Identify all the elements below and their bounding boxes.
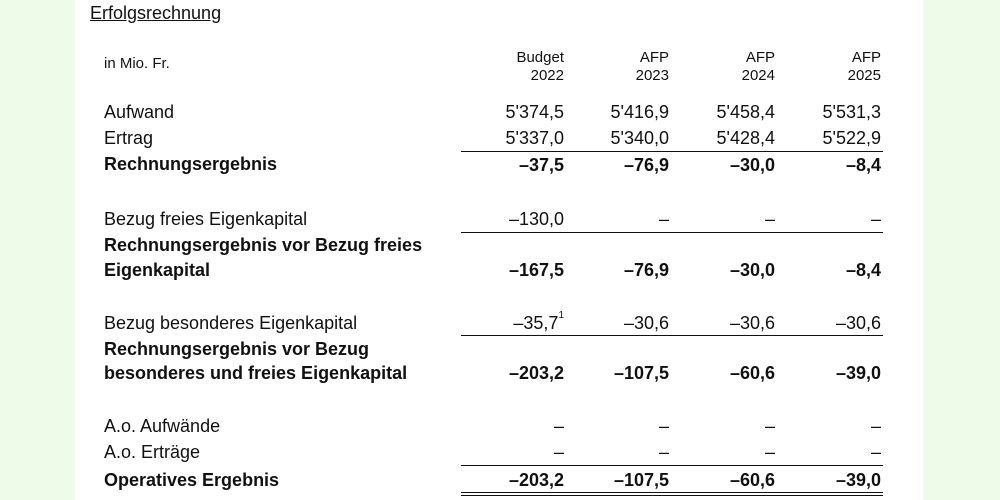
cell-operatives-2025: –39,0	[835, 470, 881, 490]
row-label-re-vor-bezug-beide-line1: Rechnungsergebnis vor Bezug	[104, 339, 370, 359]
cell-re-vor-freies-2022: –167,5	[508, 260, 564, 280]
cell-bezug-besonderes-2024: –30,6	[729, 313, 775, 333]
unit-label: in Mio. Fr.	[104, 55, 170, 72]
cell-bezug-freies-2022: –130,0	[508, 209, 564, 229]
row-label-re-vor-bezug-freies-line2: Eigenkapital	[104, 260, 211, 280]
cell-bezug-freies-2024: –	[764, 209, 775, 229]
cell-ao-ertraege-2024: –	[764, 442, 775, 462]
cell-re-vor-beide-2022: –203,2	[508, 363, 564, 383]
cell-ao-aufwaende-2024: –	[764, 416, 775, 436]
cell-ao-aufwaende-2023: –	[658, 416, 669, 436]
column-header-line1: AFP	[745, 49, 775, 66]
cell-rechnungsergebnis-2025: –8,4	[845, 155, 881, 175]
row-label-rechnungsergebnis: Rechnungsergebnis	[104, 154, 278, 174]
page-title: Erfolgsrechnung	[90, 3, 222, 23]
cell-ao-aufwaende-2025: –	[870, 416, 881, 436]
column-header-line2: 2022	[530, 67, 564, 84]
row-label-re-vor-bezug-freies-line1: Rechnungsergebnis vor Bezug freies	[104, 235, 423, 255]
row-label-bezug-freies-eigenkapital: Bezug freies Eigenkapital	[104, 209, 308, 229]
cell-re-vor-beide-2023: –107,5	[613, 363, 669, 383]
column-header-afp-2023	[579, 49, 669, 85]
cell-aufwand-2022: 5'374,5	[505, 102, 564, 122]
cell-ertrag-2024: 5'428,4	[716, 128, 775, 148]
row-label-ertrag: Ertrag	[104, 128, 154, 148]
column-header-afp-2025	[791, 49, 881, 85]
column-header-line1: AFP	[851, 49, 881, 66]
cell-bezug-besonderes-2025: –30,6	[835, 313, 881, 333]
cell-aufwand-2023: 5'416,9	[610, 102, 669, 122]
row-label-aufwand: Aufwand	[104, 102, 175, 122]
footnote-marker: 1	[558, 310, 564, 321]
cell-ertrag-2022: 5'337,0	[505, 128, 564, 148]
cell-re-vor-freies-2024: –30,0	[729, 260, 775, 280]
cell-aufwand-2025: 5'531,3	[822, 102, 881, 122]
double-rule-top	[461, 492, 883, 493]
cell-aufwand-2024: 5'458,4	[716, 102, 775, 122]
cell-operatives-2022: –203,2	[508, 470, 564, 490]
cell-operatives-2024: –60,6	[729, 470, 775, 490]
column-header-line2: 2023	[635, 67, 669, 84]
row-divider	[461, 151, 883, 152]
cell-ertrag-2023: 5'340,0	[610, 128, 669, 148]
cell-rechnungsergebnis-2024: –30,0	[729, 155, 775, 175]
cell-re-vor-freies-2025: –8,4	[845, 260, 881, 280]
row-divider	[461, 465, 883, 466]
row-label-re-vor-bezug-beide-line2: besonderes und freies Eigenkapital	[104, 363, 408, 383]
column-header-line1: AFP	[639, 49, 669, 66]
cell-ao-ertraege-2022: –	[553, 442, 564, 462]
row-label-bezug-besonderes-eigenkapital: Bezug besonderes Eigenkapital	[104, 313, 358, 333]
row-divider	[461, 335, 883, 336]
cell-bezug-freies-2025: –	[870, 209, 881, 229]
column-header-line1: Budget	[516, 49, 564, 66]
cell-ao-aufwaende-2022: –	[553, 416, 564, 436]
cell-ao-ertraege-2025: –	[870, 442, 881, 462]
row-divider	[461, 232, 883, 233]
cell-value: –35,7	[513, 313, 559, 333]
financial-table	[75, 0, 923, 500]
cell-re-vor-beide-2024: –60,6	[729, 363, 775, 383]
row-label-ao-ertraege: A.o. Erträge	[104, 442, 201, 462]
double-rule-bottom	[461, 495, 883, 496]
cell-bezug-besonderes-2022	[474, 310, 564, 334]
column-header-line2: 2025	[847, 67, 881, 84]
column-header-line2: 2024	[741, 67, 775, 84]
row-label-operatives-ergebnis: Operatives Ergebnis	[104, 470, 280, 490]
cell-ao-ertraege-2023: –	[658, 442, 669, 462]
cell-rechnungsergebnis-2023: –76,9	[623, 155, 669, 175]
cell-bezug-freies-2023: –	[658, 209, 669, 229]
column-header-afp-2024	[685, 49, 775, 85]
row-label-ao-aufwaende: A.o. Aufwände	[104, 416, 221, 436]
cell-operatives-2023: –107,5	[613, 470, 669, 490]
column-header-budget-2022	[474, 49, 564, 85]
cell-bezug-besonderes-2023: –30,6	[623, 313, 669, 333]
cell-rechnungsergebnis-2022: –37,5	[518, 155, 564, 175]
cell-ertrag-2025: 5'522,9	[822, 128, 881, 148]
cell-re-vor-freies-2023: –76,9	[623, 260, 669, 280]
cell-re-vor-beide-2025: –39,0	[835, 363, 881, 383]
